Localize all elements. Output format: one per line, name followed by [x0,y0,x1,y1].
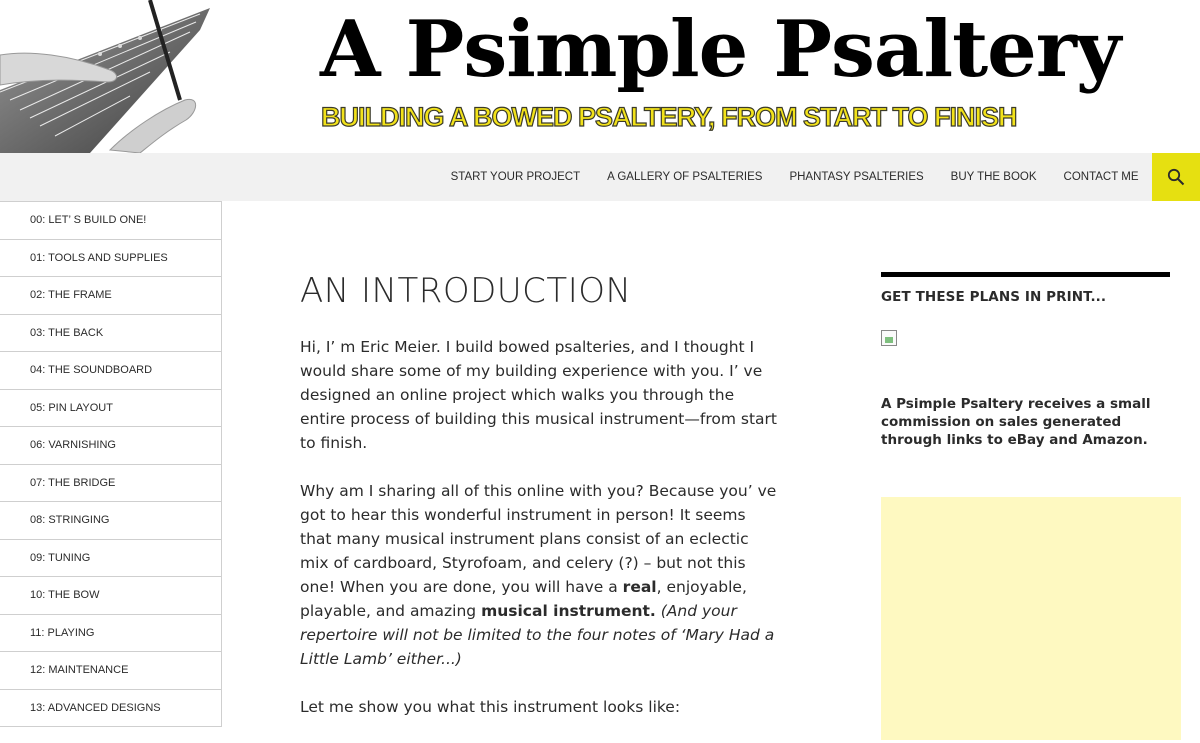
sidebar-item-lets-build-one[interactable]: 00: LET’ S BUILD ONE! [0,202,222,240]
nav-item-gallery[interactable]: A GALLERY OF PSALTERIES [607,171,763,183]
sidebar-item-varnishing[interactable]: 06: VARNISHING [0,427,222,465]
paragraph-text: , enjoyable, playable, and amazing [300,578,747,620]
print-plans-widget [881,272,1170,448]
site-header [0,0,1200,153]
article-paragraph-intro: Hi, I’ m Eric Meier. I build bowed psalteries, and I thought I would share some of my building experience with you. I’ ve designed an online project which walks you through the entire process of building this musical instrument—from start to finish. [300,338,777,452]
sidebar-item-the-soundboard[interactable]: 04: THE SOUNDBOARD [0,352,222,390]
article-paragraph-show: Let me show you what this instrument looks like: [300,698,681,716]
nav-item-contact-me[interactable]: CONTACT ME [1063,171,1139,183]
sidebar-item-the-bridge[interactable]: 07: THE BRIDGE [0,465,222,503]
nav-item-phantasy-psalteries[interactable]: PHANTASY PSALTERIES [789,171,924,183]
sidebar-item-pin-layout[interactable]: 05: PIN LAYOUT [0,390,222,428]
article-body [300,335,780,719]
broken-image-icon[interactable] [881,330,897,346]
primary-navigation [0,153,1200,201]
sidebar-item-tuning[interactable]: 09: TUNING [0,540,222,578]
nav-item-start-your-project[interactable]: START YOUR PROJECT [450,171,581,183]
sidebar-item-stringing[interactable]: 08: STRINGING [0,502,222,540]
article [300,265,780,743]
sidebar-item-the-frame[interactable]: 02: THE FRAME [0,277,222,315]
bold-text-musical-instrument: musical instrument. [481,602,656,620]
affiliate-disclosure: A Psimple Psaltery receives a small commission on sales generated through links to eBay and Amazon. [881,396,1151,448]
advertisement-placeholder[interactable] [881,497,1181,740]
search-icon [1167,168,1185,186]
sidebar-chapter-menu [0,201,222,740]
header-photo-psaltery[interactable] [0,0,216,153]
chapter-list [0,201,222,727]
widget-divider [881,272,1170,277]
sidebar-item-playing[interactable]: 11: PLAYING [0,615,222,653]
article-paragraph-why [300,479,780,671]
sidebar-item-tools-and-supplies[interactable]: 01: TOOLS AND SUPPLIES [0,240,222,278]
widget-title: GET THESE PLANS IN PRINT... [881,289,1107,305]
paragraph-text: Why am I sharing all of this online with you? Because you’ ve got to hear this wonderful instrument in person! It seems that many musical instrument plans consist of an eclectic mix of cardboard, Styrofoam, and celery (?) – but not this one! When you are done, you will have a [300,482,777,596]
sidebar-item-maintenance[interactable]: 12: MAINTENANCE [0,652,222,690]
italic-text-repertoire: (And your repertoire will not be limited to the four notes of ‘Mary Had a Little Lamb’ either...) [300,602,775,668]
bold-text-real: real [622,578,657,596]
sidebar-item-the-bow[interactable]: 10: THE BOW [0,577,222,615]
nav-menu [437,153,1152,201]
sidebar-item-advanced-designs[interactable]: 13: ADVANCED DESIGNS [0,690,222,728]
site-tagline: BUILDING A BOWED PSALTERY, FROM START TO FINISH [321,102,1017,132]
article-title: AN INTRODUCTION [300,271,632,311]
nav-item-buy-the-book[interactable]: BUY THE BOOK [950,171,1037,183]
site-title[interactable]: A Psimple Psaltery [320,4,1121,95]
search-toggle-button[interactable] [1152,153,1200,201]
sidebar-item-the-back[interactable]: 03: THE BACK [0,315,222,353]
